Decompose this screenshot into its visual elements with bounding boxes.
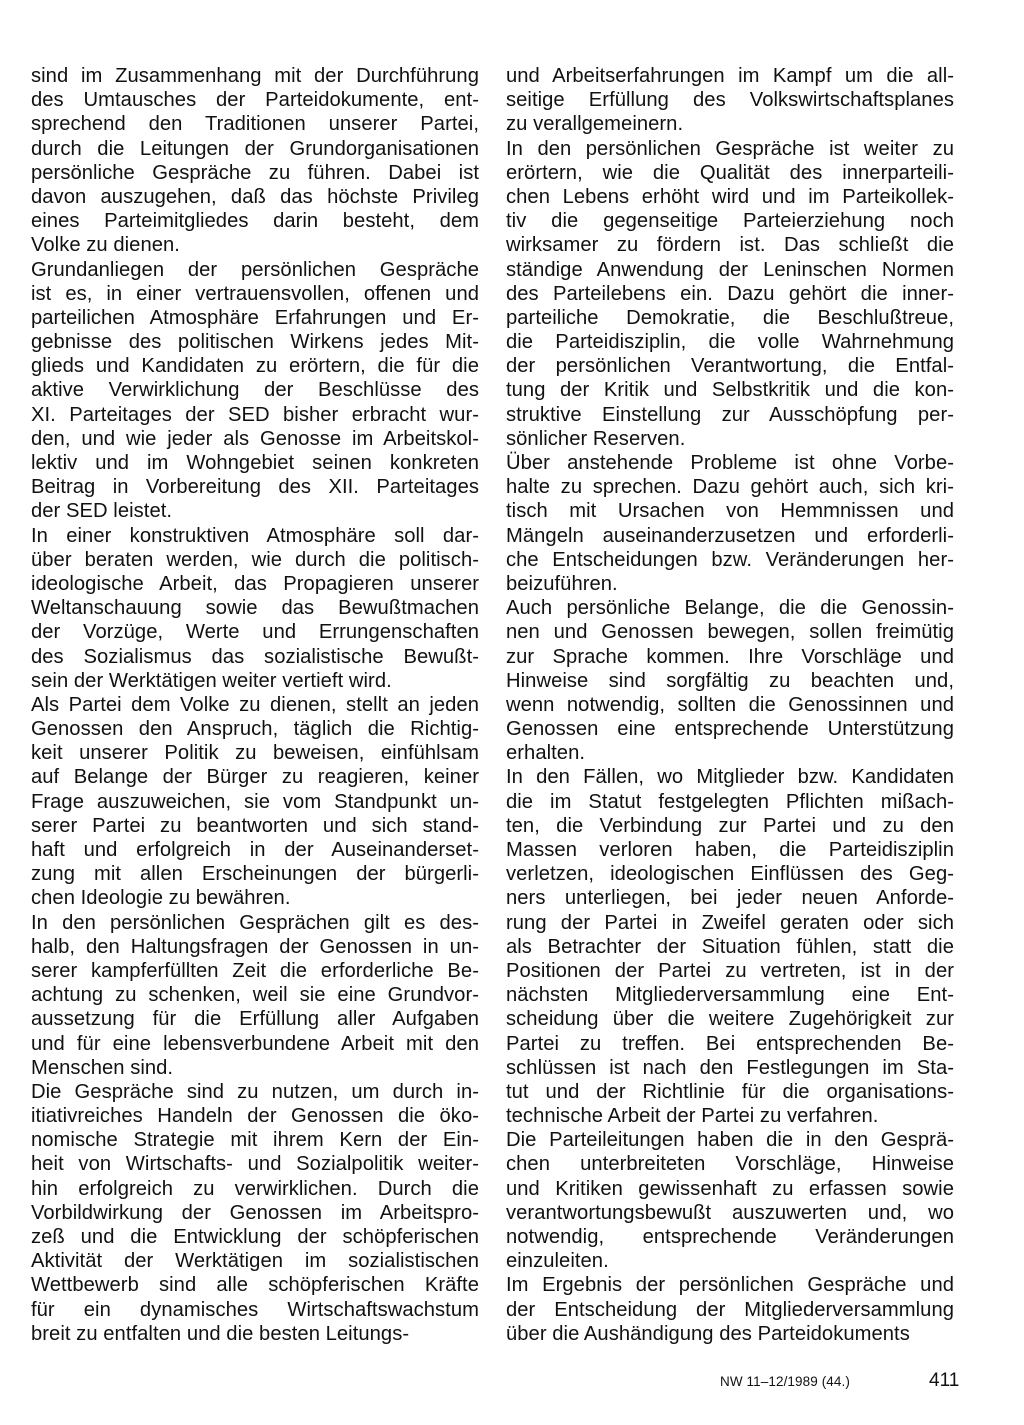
paragraph xyxy=(31,1080,479,1346)
text-line: In den Fällen, wo Mitglieder bzw. Kandidaten xyxy=(506,766,954,789)
text-line: breit zu entfalten und die besten Leitungs- xyxy=(31,1322,410,1345)
text-line: Positionen der Partei zu vertreten, ist in der xyxy=(506,959,954,982)
text-line: tung der Kritik und Selbstkritik und die kon- xyxy=(506,379,954,402)
text-line: zur Sprache kommen. Ihre Vorschläge und xyxy=(506,645,954,668)
text-line: zung mit allen Erscheinungen der bürgerli- xyxy=(31,863,479,886)
text-line: Die Gespräche sind zu nutzen, um durch in- xyxy=(31,1080,479,1103)
left-text-column xyxy=(31,64,479,1346)
paragraph xyxy=(506,1128,954,1273)
text-line: gebnisse des politischen Wirkens jedes Mit- xyxy=(31,331,479,354)
text-line: ten, die Verbindung zur Partei und zu den xyxy=(506,814,954,837)
text-line: nomische Strategie mit ihrem Kern der Ein- xyxy=(31,1129,479,1152)
text-line: sönlicher Reserven. xyxy=(506,427,686,450)
text-line: zeß und die Entwicklung der schöpferischen xyxy=(31,1226,479,1248)
text-line: des Umtausches der Parteidokumente, ent- xyxy=(31,89,479,112)
paragraph xyxy=(506,451,954,596)
text-line: zu verallgemeinern. xyxy=(506,113,684,136)
text-line: Hinweise sind sorgfältig zu beachten und, xyxy=(506,669,954,692)
text-line: ideologische Arbeit, das Propagieren unserer xyxy=(31,572,479,595)
text-line: In einer konstruktiven Atmosphäre soll dar- xyxy=(31,524,479,547)
text-line: chen Ideologie zu bewähren. xyxy=(31,887,291,910)
text-line: Wettbewerb sind alle schöpferischen Kräfte xyxy=(31,1274,479,1297)
text-line: technische Arbeit der Partei zu verfahren. xyxy=(506,1105,879,1128)
text-line: Mängeln auseinanderzusetzen und erforderli- xyxy=(506,524,954,547)
paragraph xyxy=(506,596,954,765)
text-line: des Parteilebens ein. Dazu gehört die inner- xyxy=(506,282,954,305)
text-line: Vorbildwirkung der Genossen im Arbeitspro- xyxy=(31,1201,479,1224)
text-line: des Sozialismus das sozialistische Bewußt- xyxy=(31,645,479,668)
text-line: wirksamer zu fördern ist. Das schließt die xyxy=(506,234,954,257)
text-line: Die Parteileitungen haben die in den Gesprä- xyxy=(506,1129,954,1152)
text-line: Massen verloren haben, die Parteidisziplin xyxy=(506,839,954,861)
page-footer xyxy=(720,1370,960,1394)
paragraph xyxy=(506,137,954,451)
text-line: Aktivität der Werktätigen im sozialistischen xyxy=(31,1250,479,1273)
text-line: erörtern, wie die Qualität des innerparteili- xyxy=(506,161,954,184)
text-line: chen unterbreiteten Vorschläge, Hinweise xyxy=(506,1153,954,1176)
text-line: rung der Partei in Zweifel geraten oder sich xyxy=(506,911,954,934)
text-line: aktive Verwirklichung der Beschlüsse des xyxy=(31,379,479,402)
text-line: ist es, in einer vertrauensvollen, offenen und xyxy=(31,282,479,305)
text-line: In den persönlichen Gesprächen gilt es des- xyxy=(31,911,479,934)
text-line: beizuführen. xyxy=(506,572,618,595)
text-line: tisch mit Ursachen von Hemmnissen und xyxy=(506,500,954,523)
paragraph xyxy=(506,765,954,1128)
text-line: serer kampferfüllten Zeit die erforderliche Be- xyxy=(31,959,479,982)
text-line: schlüssen ist nach den Festlegungen im Sta- xyxy=(506,1056,954,1079)
text-line: wenn notwendig, sollten die Genossinnen und xyxy=(506,693,954,716)
text-line: Partei zu treffen. Bei entsprechenden Be- xyxy=(506,1032,954,1055)
text-line: durch die Leitungen der Grundorganisationen xyxy=(31,137,479,160)
text-line: über die Aushändigung des Parteidokuments xyxy=(506,1322,910,1345)
text-line: Auch persönliche Belange, die die Genossin- xyxy=(506,597,954,620)
text-line: erhalten. xyxy=(506,742,586,765)
text-line: hin erfolgreich zu verwirklichen. Durch die xyxy=(31,1177,479,1200)
text-line: nen und Genossen bewegen, sollen freimütig xyxy=(506,621,954,644)
text-line: ständige Anwendung der Leninschen Normen xyxy=(506,258,954,281)
text-line: über beraten werden, wie durch die politisch- xyxy=(31,548,479,571)
text-line: tiv die gegenseitige Parteierziehung noch xyxy=(506,210,954,233)
text-line: struktive Einstellung zur Ausschöpfung per- xyxy=(506,403,954,426)
text-line: eines Parteimitgliedes darin besteht, dem xyxy=(31,210,479,233)
text-line: für ein dynamisches Wirtschaftswachstum xyxy=(31,1298,479,1321)
text-line: Weltanschauung sowie das Bewußtmachen xyxy=(31,597,479,620)
text-line: Frage auszuweichen, sie vom Standpunkt un- xyxy=(31,790,479,813)
paragraph xyxy=(31,524,479,693)
text-line: lektiv und im Wohngebiet seinen konkreten xyxy=(31,452,479,474)
text-line: Beitrag in Vorbereitung des XII. Parteitages xyxy=(31,476,479,499)
paragraph xyxy=(31,258,479,524)
text-line: auf Belange der Bürger zu reagieren, keiner xyxy=(31,766,479,789)
text-line: der persönlichen Verantwortung, die Entfal- xyxy=(506,355,954,378)
text-line: che Entscheidungen bzw. Veränderungen her- xyxy=(506,548,954,571)
text-line: der SED leistet. xyxy=(31,500,173,523)
text-line: scheidung über die weitere Zugehörigkeit zur xyxy=(506,1008,954,1031)
text-line: In den persönlichen Gespräche ist weiter zu xyxy=(506,137,954,160)
text-line: halb, den Haltungsfragen der Genossen in un- xyxy=(31,935,479,958)
text-line: davon auszugehen, daß das höchste Privileg xyxy=(31,185,479,208)
text-line: ners unterliegen, bei jeder neuen Anforde- xyxy=(506,887,954,910)
text-line: persönliche Gespräche zu führen. Dabei ist xyxy=(31,161,479,184)
page-number: 411 xyxy=(929,1370,960,1391)
text-line: die Parteidisziplin, die volle Wahrnehmung xyxy=(506,331,954,354)
text-line: itiativreiches Handeln der Genossen die öko- xyxy=(31,1105,479,1128)
text-line: verantwortungsbewußt auszuwerten und, wo xyxy=(506,1201,954,1224)
paragraph xyxy=(31,911,479,1080)
text-line: heit von Wirtschafts- und Sozialpolitik weiter- xyxy=(31,1153,479,1176)
text-line: seitige Erfüllung des Volkswirtschaftsplanes xyxy=(506,89,954,112)
text-line: Menschen sind. xyxy=(31,1056,174,1079)
text-line: Genossen den Anspruch, täglich die Richtig- xyxy=(31,718,479,741)
text-line: parteiliche Demokratie, die Beschlußtreue, xyxy=(506,306,954,329)
text-line: achtung zu schenken, weil sie eine Grundvor- xyxy=(31,984,479,1007)
text-line: nächsten Mitgliederversammlung eine Ent- xyxy=(506,984,954,1007)
text-line: haft und erfolgreich in der Auseinanderset- xyxy=(31,839,479,861)
paragraph xyxy=(31,64,479,258)
text-line: keit unserer Politik zu beweisen, einfühlsam xyxy=(31,742,479,765)
text-line: und Arbeitserfahrungen im Kampf um die all- xyxy=(506,65,954,87)
text-line: parteilichen Atmosphäre Erfahrungen und Er- xyxy=(31,306,479,329)
text-line: Über anstehende Probleme ist ohne Vorbe- xyxy=(506,452,954,474)
text-line: der Entscheidung der Mitgliederversammlung xyxy=(506,1298,954,1321)
text-line: und Kritiken gewissenhaft zu erfassen sowie xyxy=(506,1177,954,1200)
text-line: glieds und Kandidaten zu erörtern, die für die xyxy=(31,355,479,378)
text-line: sind im Zusammenhang mit der Durchführung xyxy=(31,65,479,87)
text-line: Grundanliegen der persönlichen Gespräche xyxy=(31,258,479,281)
text-line: und für eine lebensverbundene Arbeit mit den xyxy=(31,1032,479,1055)
text-line: Genossen eine entsprechende Unterstützung xyxy=(506,718,954,741)
text-line: verletzen, ideologischen Einflüssen des Geg- xyxy=(506,863,954,886)
text-line: sprechend den Traditionen unserer Partei, xyxy=(31,113,479,136)
journal-reference: NW 11–12/1989 (44.) xyxy=(720,1374,850,1389)
text-line: den, und wie jeder als Genosse im Arbeitskol- xyxy=(31,427,479,450)
paragraph xyxy=(31,693,479,911)
text-line: der Vorzüge, Werte und Errungenschaften xyxy=(31,621,479,644)
text-line: als Betrachter der Situation fühlen, statt die xyxy=(506,935,954,958)
text-line: Als Partei dem Volke zu dienen, stellt an jeden xyxy=(31,693,479,716)
text-line: einzuleiten. xyxy=(506,1250,609,1273)
text-line: aussetzung für die Erfüllung aller Aufgaben xyxy=(31,1008,479,1031)
text-line: Im Ergebnis der persönlichen Gespräche und xyxy=(506,1274,954,1297)
paragraph xyxy=(506,64,954,137)
text-line: tut und der Richtlinie für die organisations- xyxy=(506,1080,954,1103)
text-line: Volke zu dienen. xyxy=(31,234,180,257)
text-line: serer Partei zu beantworten und sich stand- xyxy=(31,814,479,837)
text-line: XI. Parteitages der SED bisher erbracht wur- xyxy=(31,403,479,426)
text-line: notwendig, entsprechende Veränderungen xyxy=(506,1226,954,1248)
right-text-column xyxy=(506,64,954,1346)
text-line: die im Statut festgelegten Pflichten mißach- xyxy=(506,790,954,813)
text-line: chen Lebens erhöht wird und im Parteikollek- xyxy=(506,185,954,208)
text-line: halte zu sprechen. Dazu gehört auch, sich kri- xyxy=(506,476,954,499)
paragraph xyxy=(506,1273,954,1346)
text-line: sein der Werktätigen weiter vertieft wird. xyxy=(31,669,392,692)
